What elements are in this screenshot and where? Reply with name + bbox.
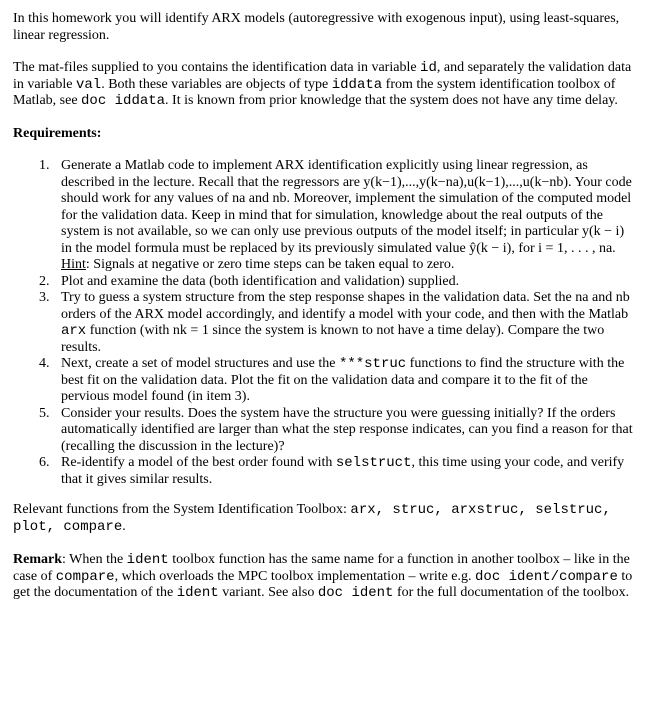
code-struc: ***struc	[338, 356, 407, 372]
remark-paragraph	[13, 552, 635, 602]
item-text: Next, create a set of model structures and use the	[61, 356, 339, 371]
relevant-text: Relevant functions from the System Identification Toolbox:	[13, 502, 351, 517]
item-text: Generate a Matlab code to implement ARX identification explicitly using linear regression, as described in the lecture. Recall that the regressors are y(k−1),...,y(k−na),u(k−1),...,u(k−nb). Your code should work for any values of na and nb. Moreover, implement the simulation of the computed model for the validation data. Keep in mind that for simulation, knowledge about the real outputs of the system is not available, so we can only use previous outputs of the model itself; in particular y(k − i) in the model formula must be replaced by its previously simulated value ŷ(k − i), for i = 1, . . . , na.	[61, 158, 632, 256]
mat-text-2: , and separately the validation data in variable	[13, 60, 632, 92]
mat-text-5: . It is known from prior knowledge that the system does not have any time delay.	[165, 93, 618, 108]
item-text: Plot and examine the data (both identification and validation) supplied.	[61, 273, 460, 289]
hint-text: : Signals at negative or zero time steps can be taken equal to zero.	[85, 257, 455, 272]
mat-text-1: The mat-files supplied to you contains the identification data in variable	[13, 60, 421, 75]
mat-text-4: from the system identification toolbox of Matlab, see	[13, 76, 616, 108]
remark-text-6: for the full documentation of the toolbox.	[393, 585, 630, 600]
requirement-item-2	[39, 273, 635, 291]
code-doc-iddata: doc iddata	[81, 93, 166, 109]
item-text: Consider your results. Does the system have the structure you were guessing initially? If the orders automatically identified are larger than what the step response indicates, can you find a reason for that (recalling the discussion in the lecture)?	[61, 405, 633, 454]
requirement-item-1	[39, 158, 635, 274]
item-number: 5.	[39, 405, 50, 421]
mat-text-3: . Both these variables are objects of type	[101, 76, 332, 92]
code-ident-2: ident	[176, 585, 219, 601]
requirements-heading: Requirements:	[13, 125, 102, 141]
remark-text-4: to get the documentation of the	[13, 568, 633, 600]
remark-text-2: toolbox function has the same name for a function in another toolbox – like in the case of	[13, 552, 630, 584]
requirement-item-5	[39, 405, 635, 456]
relevant-functions-paragraph	[13, 502, 635, 535]
code-val: val	[75, 76, 102, 93]
mat-files-paragraph	[13, 60, 635, 110]
code-ident: ident	[126, 552, 169, 568]
code-compare: compare	[55, 568, 115, 585]
remark-text-5: variant. See also	[218, 585, 318, 600]
item-number: 6.	[39, 455, 50, 470]
item-number: 3.	[39, 290, 50, 305]
intro-text: In this homework you will identify ARX models (autoregressive with exogenous input), using least-squares, linear regression.	[13, 11, 620, 43]
item-number: 1.	[39, 158, 50, 173]
remark-text-1: : When the	[62, 552, 127, 567]
requirement-item-3	[39, 290, 635, 356]
remark-text-3: , which overloads the MPC toolbox implementation – write e.g.	[114, 568, 476, 584]
code-arx: arx	[61, 323, 87, 339]
code-doc-ident-compare: doc ident/compare	[475, 568, 618, 585]
code-iddata: iddata	[331, 76, 383, 93]
relevant-end: .	[122, 518, 126, 534]
item-text-end: , this time using your code, and verify that it gives similar results.	[61, 455, 625, 487]
relevant-code: arx, struc, arxstruc, selstruc, plot, compare	[13, 502, 611, 535]
hint-label: Hint	[61, 257, 86, 272]
item-text-end: function (with nk = 1 since the system is known to not have a time delay). Compare the two results.	[61, 323, 605, 355]
item-text: Try to guess a system structure from the step response shapes in the validation data. Set the na and nb orders of the ARX model accordingly, and identify a model with your code, and then with the Matlab	[61, 290, 630, 322]
requirement-item-4	[39, 356, 635, 406]
requirement-item-6	[39, 455, 635, 488]
item-text-end: functions to find the structure with the best fit on the validation data. Plot the fit on the validation data and compare it to the fit of the pervious model found (in item 3).	[61, 356, 625, 404]
item-number: 4.	[39, 356, 50, 371]
intro-paragraph	[13, 11, 635, 44]
item-text: Re-identify a model of the best order found with	[61, 455, 336, 470]
code-id: id	[420, 60, 437, 76]
remark-label: Remark	[13, 552, 62, 567]
code-selstruct: selstruct	[335, 455, 412, 471]
code-doc-ident: doc ident	[317, 585, 394, 601]
item-number: 2.	[39, 273, 50, 289]
requirements-list	[13, 158, 635, 488]
